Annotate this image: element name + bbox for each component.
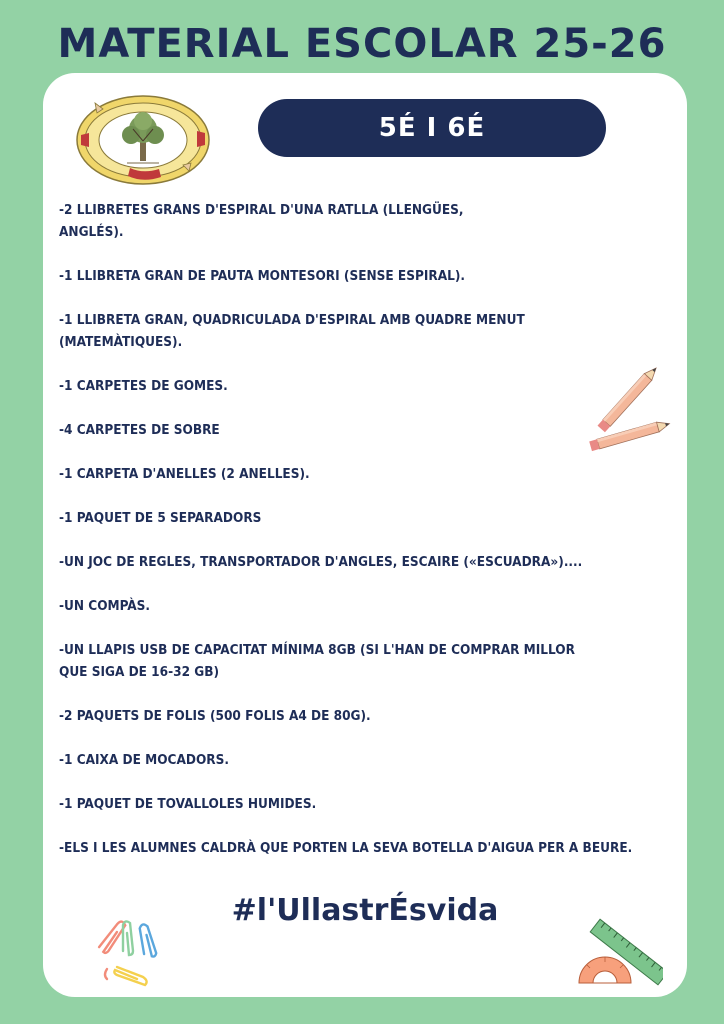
pencils-icon [585,367,675,459]
hashtag: #l'UllastrÉsvida [231,893,499,928]
list-item: -2 PAQUETS DE FOLIS (500 FOLIS A4 DE 80G). [59,708,371,724]
list-item: -1 LLIBRETA GRAN DE PAUTA MONTESORI (SENSE ESPIRAL). [59,268,466,284]
list-item: -1 PAQUET DE TOVALLOLES HUMIDES. [59,796,317,812]
list-item: -UN COMPÀS. [59,598,151,614]
paperclips-icon [93,915,175,987]
list-item: -1 CARPETES DE GOMES. [59,378,228,394]
materials-list [59,199,669,881]
list-item: -UN JOC DE REGLES, TRANSPORTADOR D'ANGLES, ESCAIRE («ESCUADRA»).... [59,554,583,570]
list-item: -1 CARPETA D'ANELLES (2 ANELLES). [59,466,310,482]
page-title: MATERIAL ESCOLAR 25-26 [57,21,667,67]
level-badge: 5É I 6É [258,99,606,157]
list-item: -1 CAIXA DE MOCADORS. [59,752,229,768]
list-item: -UN LLAPIS USB DE CAPACITAT MÍNIMA 8GB (SI L'HAN DE COMPRAR MILLOR QUE SIGA DE 16-32 GB) [59,642,575,680]
school-logo [73,91,213,189]
list-item: -1 PAQUET DE 5 SEPARADORS [59,510,262,526]
list-item: -4 CARPETES DE SOBRE [59,422,220,438]
list-item: -ELS I LES ALUMNES CALDRÀ QUE PORTEN LA SEVA BOTELLA D'AIGUA PER A BEURE. [59,840,633,856]
list-item: -1 LLIBRETA GRAN, QUADRICULADA D'ESPIRAL AMB QUADRE MENUT (MATEMÀTIQUES). [59,312,525,350]
list-item: -2 LLIBRETES GRANS D'ESPIRAL D'UNA RATLLA (LLENGÜES, ANGLÉS). [59,202,464,240]
association-logo-icon [73,91,213,189]
ruler-protractor-icon [575,913,663,993]
content-card [43,73,687,997]
